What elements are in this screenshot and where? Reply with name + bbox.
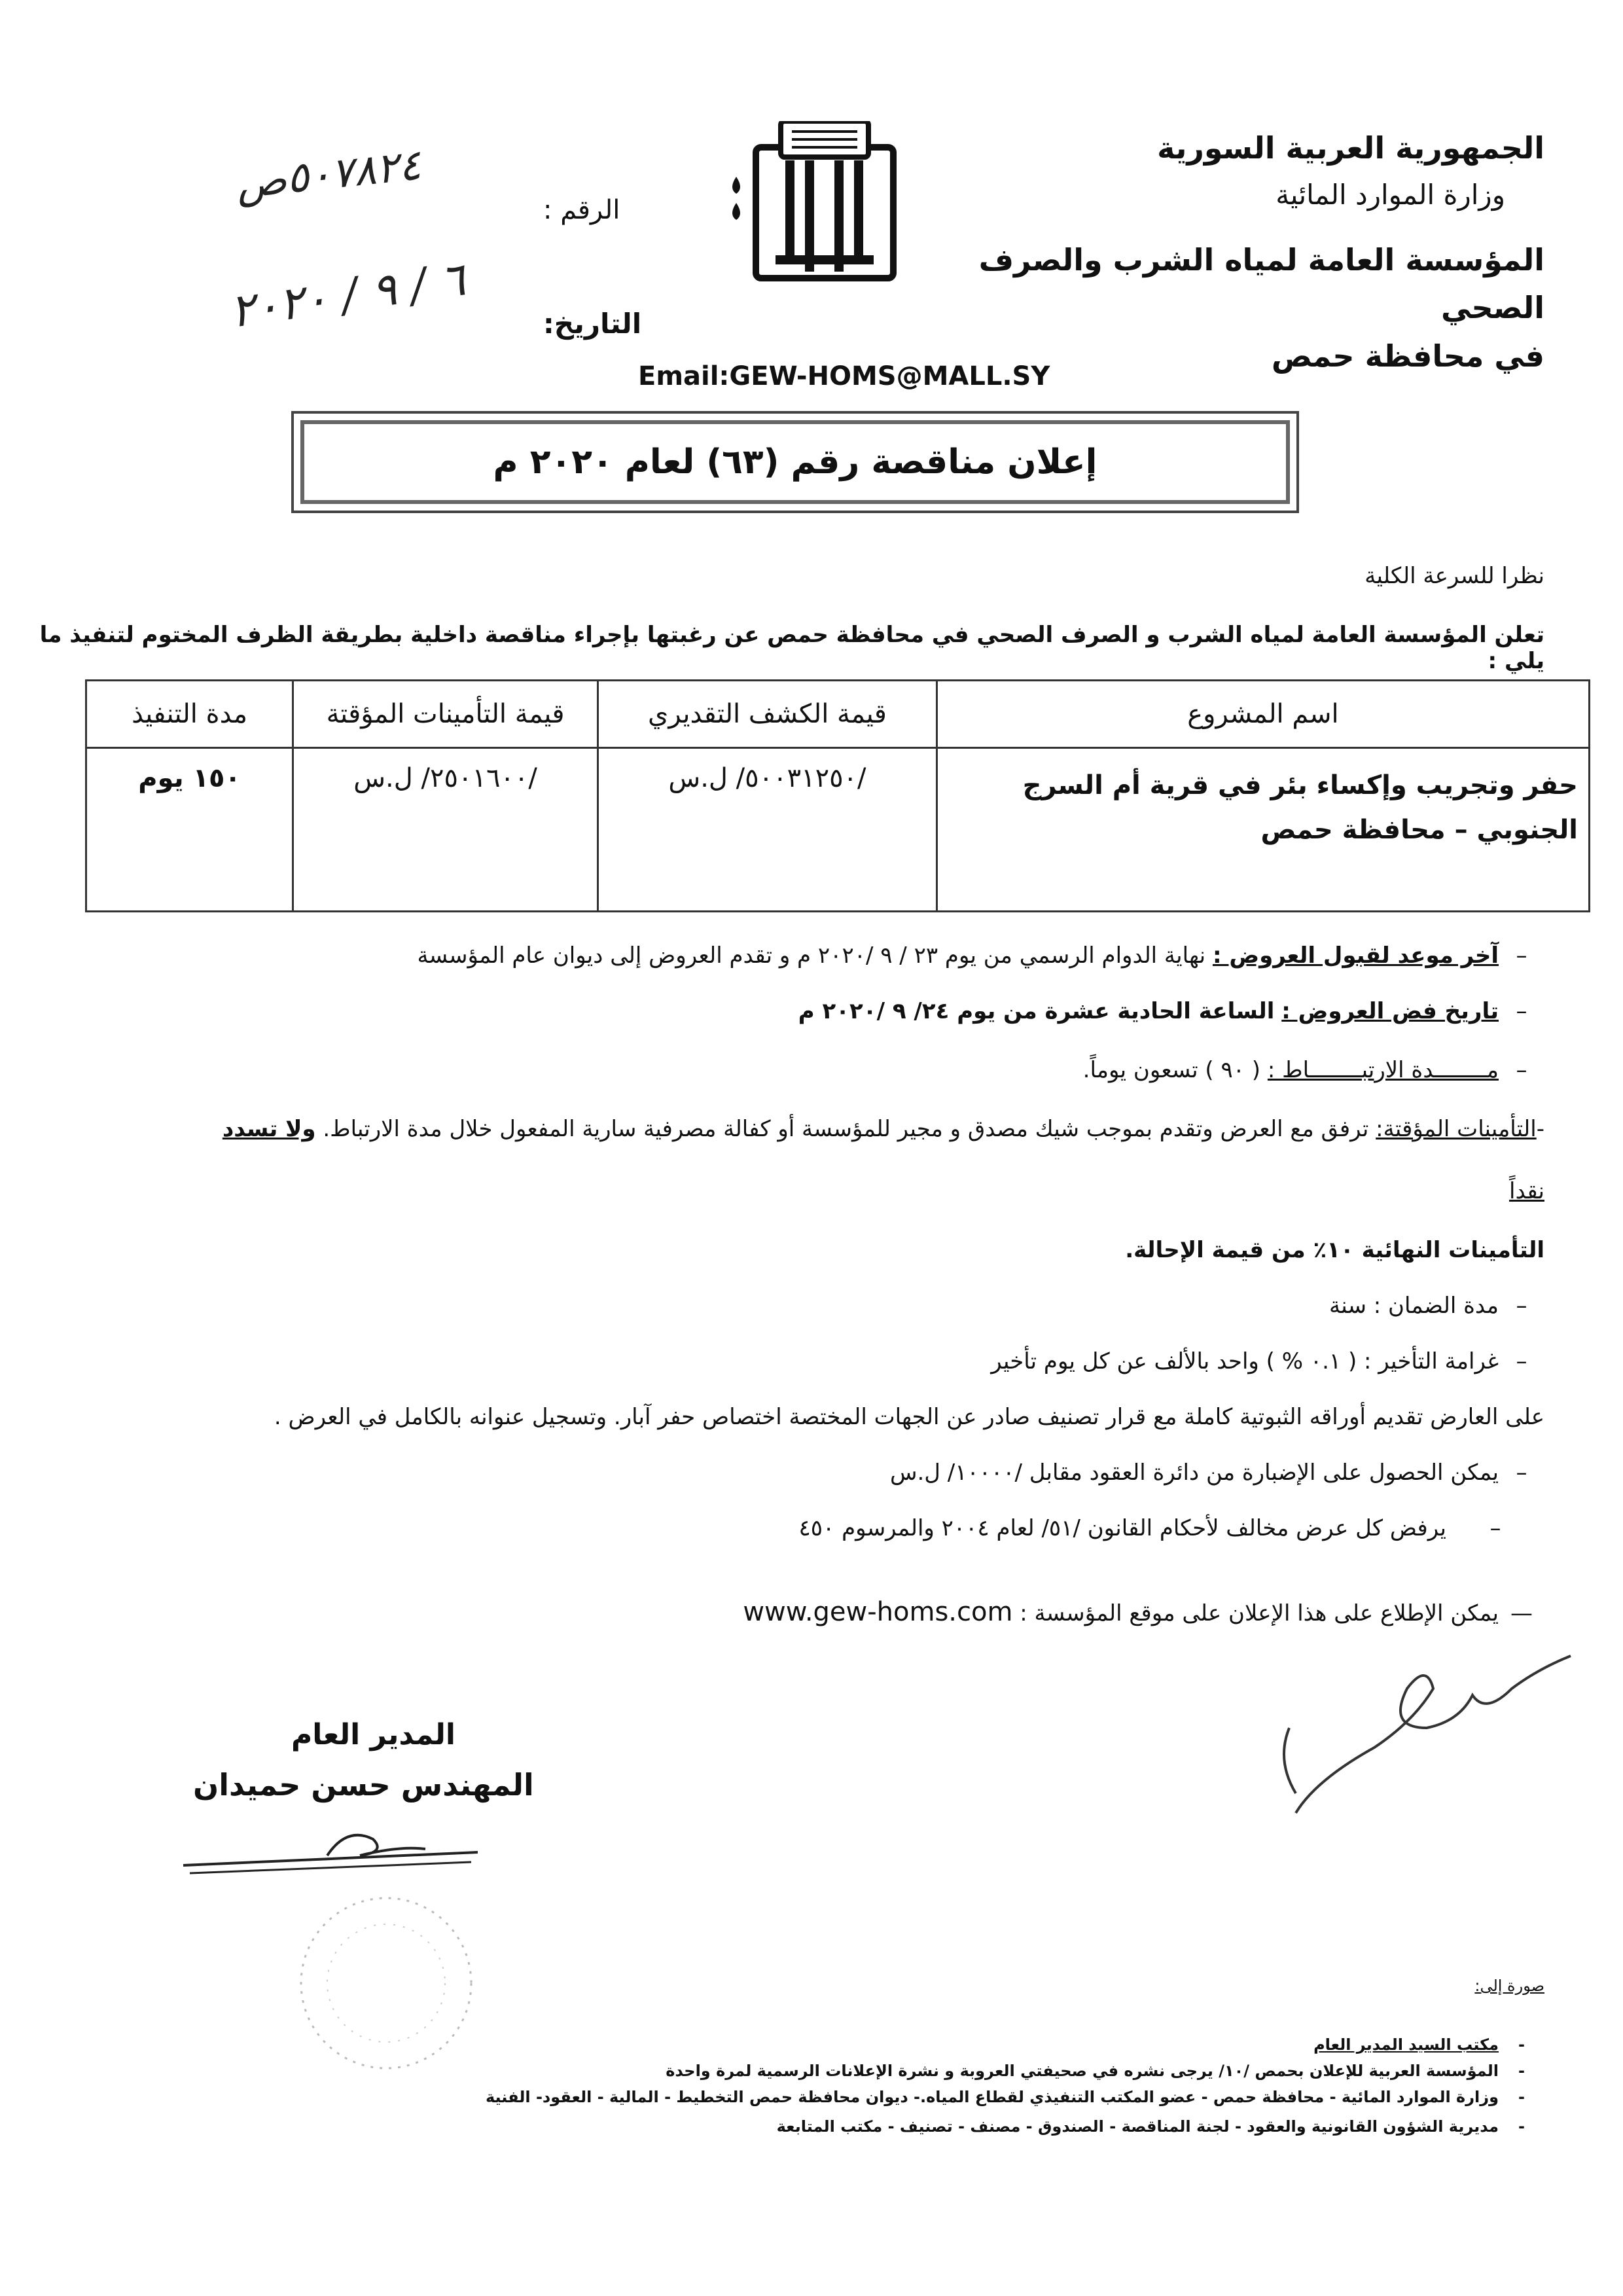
reject-line: –يرفض كل عرض مخالف لأحكام القانون /٥١/ لعام ٢٠٠٤ والمرسوم ٤٥٠	[798, 1515, 1501, 1541]
header-project-name: اسم المشروع	[936, 681, 1589, 748]
opening-text: الساعة الحادية عشرة من يوم ٢٤/ ٩ /٢٠٢٠ م	[798, 998, 1275, 1024]
website-text: يمكن الإطلاع على هذا الإعلان على موقع المؤسسة :	[1020, 1600, 1499, 1626]
reject-text: يرفض كل عرض مخالف لأحكام القانون /٥١/ لعام ٢٠٠٤ والمرسوم ٤٥٠	[798, 1515, 1446, 1541]
binding-text: ( ٩٠ ) تسعون يوماً.	[1082, 1057, 1261, 1083]
final-insurance: التأمينات النهائية ١٠٪ من قيمة الإحالة.	[1125, 1237, 1544, 1263]
cell-estimated-cost: /٥٠٠٣١٢٥٠/ ل.س	[597, 748, 936, 912]
urgency-note: نظرا للسرعة الكلية	[1364, 563, 1544, 589]
signature-scribble-icon	[1276, 1649, 1590, 1820]
temp-insurance-text: ترفق مع العرض وتقدم بموجب شيك مصدق و مجير للمؤسسة أو كفالة مصرفية سارية المفعول خلال مدة الارتباط.	[323, 1116, 1369, 1142]
copy-item: -وزارة الموارد المائية - محافظة حمص - عضو المكتب التنفيذي لقطاع المياه.- ديوان محافظة حمص التخطيط - المالية - العقود- الفنية	[485, 2088, 1525, 2106]
water-institution-logo-icon	[723, 121, 926, 285]
page-title: إعلان مناقصة رقم (٦٣) لعام ٢٠٢٠ م	[493, 442, 1097, 482]
signatory-name: المهندس حسن حميدان	[193, 1767, 534, 1803]
opening-line: –تاريخ فض العروض : الساعة الحادية عشرة من يوم ٢٤/ ٩ /٢٠٢٠ م	[798, 998, 1527, 1024]
header-estimated-cost: قيمة الكشف التقديري	[597, 681, 936, 748]
temp-insurance-label: التأمينات المؤقتة:	[1376, 1116, 1537, 1142]
cell-project-name: حفر وتجريب وإكساء بئر في قرية أم السرج الجنوبي – محافظة حمص	[936, 748, 1589, 912]
email-address: Email:GEW-HOMS@MALL.SY	[638, 361, 1050, 391]
deadline-text: نهاية الدوام الرسمي من يوم ٢٣ / ٩ /٢٠٢٠ م و تقدم العروض إلى ديوان عام المؤسسة	[417, 942, 1206, 969]
copy-item: -مكتب السيد المدير العام	[1313, 2036, 1525, 2054]
penalty-line: –غرامة التأخير : ( ٠.١ % ) واحد بالألف عن كل يوم تأخير	[991, 1348, 1527, 1374]
date-value: ٦ / ٩ / ٢٠٢٠	[226, 252, 469, 338]
organization-name: المؤسسة العامة لمياه الشرب والصرف الصحي	[978, 242, 1544, 326]
file-price-text: يمكن الحصول على الإضبارة من دائرة العقود مقابل /١٠٠٠٠/ ل.س	[889, 1460, 1499, 1486]
number-label: الرقم :	[543, 195, 620, 225]
temp-insurance-tail: ولا تسدد	[222, 1116, 316, 1142]
warranty-line: –مدة الضمان : سنة	[1329, 1293, 1527, 1319]
copy-item: -المؤسسة العربية للإعلان بحمص /١٠/ يرجى نشره في صحيفتي العروبة و نشرة الإعلانات الرسمية لمرة واحدة	[666, 2062, 1525, 2080]
date-label: التاريخ:	[543, 308, 642, 340]
tender-table	[85, 679, 1590, 912]
table-row	[86, 748, 1590, 912]
cell-duration: ١٥٠ يوم	[86, 748, 293, 912]
intro-text: تعلن المؤسسة العامة لمياه الشرب و الصرف الصحي في محافظة حمص عن رغبتها بإجراء مناقصة داخلية بطريقة الظرف المختوم لتنفيذ ما يلي :	[39, 622, 1544, 674]
signatory-title: المدير العام	[291, 1718, 455, 1751]
header-duration: مدة التنفيذ	[86, 681, 293, 748]
binding-label: مــــــــدة الارتبــــــــاط :	[1267, 1057, 1499, 1083]
opening-label: تاريخ فض العروض :	[1281, 998, 1499, 1024]
ministry-name: وزارة الموارد المائية	[1275, 178, 1505, 211]
governorate-name: في محافظة حمص	[1271, 338, 1544, 374]
deadline-line: –آخر موعد لقبول العروض : نهاية الدوام الرسمي من يوم ٢٣ / ٩ /٢٠٢٠ م و تقدم العروض إلى ديوان عام المؤسسة	[417, 942, 1527, 969]
temp-insurance-cash: نقداً	[1509, 1178, 1544, 1204]
director-signature-icon	[177, 1826, 484, 1878]
cell-temp-insurance: /٢٥٠١٦٠٠/ ل.س	[293, 748, 598, 912]
website-line: —يمكن الإطلاع على هذا الإعلان على موقع المؤسسة : www.gew-homs.com	[743, 1597, 1533, 1627]
penalty-text: غرامة التأخير : ( ٠.١ % ) واحد بالألف عن كل يوم تأخير	[991, 1348, 1499, 1374]
header-temp-insurance: قيمة التأمينات المؤقتة	[293, 681, 598, 748]
temp-insurance-line: -التأمينات المؤقتة: ترفق مع العرض وتقدم بموجب شيك مصدق و مجير للمؤسسة أو كفالة مصرفية سارية المفعول خلال مدة الارتباط. ولا تسدد	[222, 1116, 1544, 1142]
binding-line: –مــــــــدة الارتبــــــــاط : ( ٩٠ ) تسعون يوماً.	[1082, 1057, 1527, 1083]
stamp-icon	[288, 1885, 484, 2081]
file-price-line: –يمكن الحصول على الإضبارة من دائرة العقود مقابل /١٠٠٠٠/ ل.س	[889, 1460, 1527, 1486]
bidder-docs: على العارض تقديم أوراقه الثبوتية كاملة مع قرار تصنيف صادر عن الجهات المختصة اختصاص حفر آبار. وتسجيل عنوانه بالكامل في العرض .	[274, 1404, 1544, 1430]
deadline-label: آخر موعد لقبول العروض :	[1212, 942, 1499, 969]
warranty-text: مدة الضمان : سنة	[1329, 1293, 1499, 1319]
copy-item: -مديرية الشؤون القانونية والعقود - لجنة المناقصة - الصندوق - مصنف - تصنيف - مكتب المتابعة	[776, 2117, 1525, 2136]
table-header-row	[86, 681, 1590, 748]
title-frame	[291, 411, 1299, 513]
country-name: الجمهورية العربية السورية	[1157, 130, 1544, 166]
number-value: ٥٠٧٨٢٤ص	[233, 141, 423, 209]
website-link[interactable]: www.gew-homs.com	[743, 1597, 1013, 1627]
copies-heading: صورة إلى:	[1474, 1977, 1544, 1995]
header-org-block	[955, 124, 1544, 381]
